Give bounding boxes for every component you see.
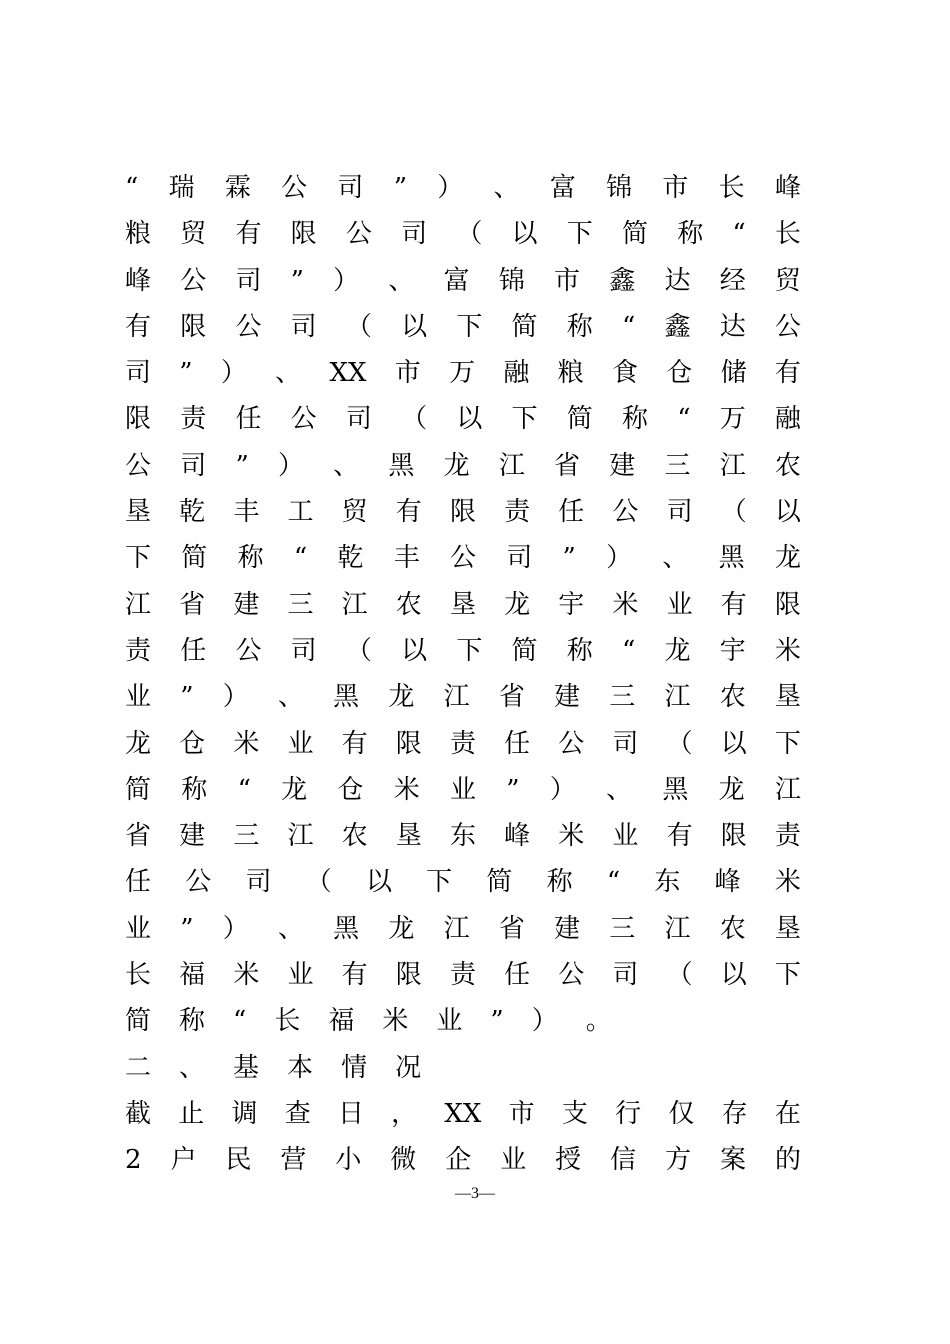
text-line: 垦 乾 丰 工 贸 有 限 责 任 公 司 （ 以 <box>125 497 801 528</box>
page-number: —3— <box>455 1185 495 1202</box>
text-line: 峰 公 司 ” ） 、 富 锦 市 鑫 达 经 贸 <box>125 265 801 296</box>
text-line: 简 称 “ 长 福 米 业 ” ） 。 <box>125 1006 612 1037</box>
text-line: 任 公 司 （ 以 下 简 称 “ 东 峰 米 <box>125 867 801 898</box>
text-line: 司 ” ） 、 XX 市 万 融 粮 食 仓 储 有 <box>125 358 801 389</box>
text-line: 省 建 三 江 农 垦 东 峰 米 业 有 限 责 <box>125 821 801 852</box>
text-line: 粮 贸 有 限 公 司 （ 以 下 简 称 “ 长 <box>125 219 801 250</box>
text-line: “ 瑞 霖 公 司 ” ） 、 富 锦 市 长 峰 <box>125 173 801 203</box>
text-line: 龙 仓 米 业 有 限 责 任 公 司 （ 以 下 <box>125 728 801 759</box>
text-line: 有 限 公 司 （ 以 下 简 称 “ 鑫 达 公 <box>125 311 801 342</box>
text-line: 责 任 公 司 （ 以 下 简 称 “ 龙 宇 米 <box>125 635 801 666</box>
text-line: 下 简 称 “ 乾 丰 公 司 ” ） 、 黑 龙 <box>125 543 801 574</box>
text-line: 简 称 “ 龙 仓 米 业 ” ） 、 黑 龙 江 <box>125 774 801 805</box>
body-text <box>125 165 801 1184</box>
text-line: 江 省 建 三 江 农 垦 龙 宇 米 业 有 限 <box>125 589 801 620</box>
text-line: 截 止 调 查 日 ， XX 市 支 行 仅 存 在 <box>125 1098 801 1129</box>
text-line: 二 、 基 本 情 况 <box>125 1052 422 1083</box>
text-line: 2 户 民 营 小 微 企 业 授 信 方 案 的 <box>125 1145 801 1176</box>
text-line: 业 ” ） 、 黑 龙 江 省 建 三 江 农 垦 <box>125 682 801 713</box>
text-line: 业 ” ） 、 黑 龙 江 省 建 三 江 农 垦 <box>125 913 801 944</box>
text-line: 限 责 任 公 司 （ 以 下 简 称 “ 万 融 <box>125 404 801 435</box>
text-line: 长 福 米 业 有 限 责 任 公 司 （ 以 下 <box>125 960 801 991</box>
text-line: 公 司 ” ） 、 黑 龙 江 省 建 三 江 农 <box>125 450 801 481</box>
